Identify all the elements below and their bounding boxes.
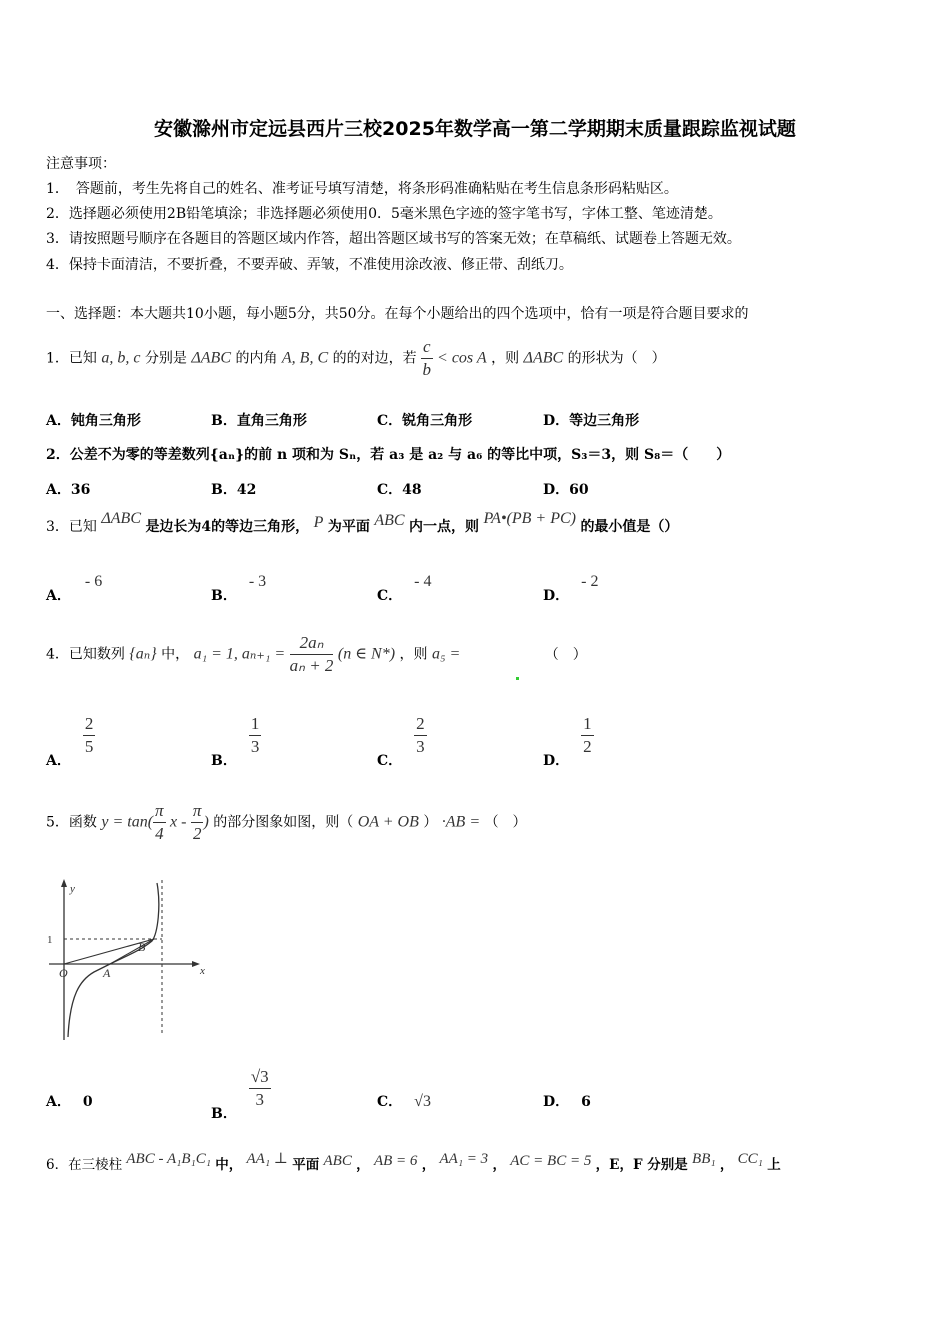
question-3 — [46, 510, 679, 536]
q2-option-b[interactable]: B．42 — [211, 482, 257, 498]
q4-math: a₅ = — [431, 645, 461, 663]
q6-text: ， — [421, 1157, 436, 1173]
B-label: B — [138, 940, 146, 954]
x-label: x — [200, 965, 205, 977]
q4-math: (n ∈ N*) — [337, 645, 396, 663]
q3-option-c[interactable]: C．- 4 — [377, 573, 432, 604]
q6-text: 上 — [767, 1157, 781, 1173]
q6-math: AC = BC = 5 — [510, 1153, 592, 1169]
q3-text: 3．已知 — [46, 519, 97, 535]
q5-math: x - — [170, 813, 187, 831]
q3-text: 的最小值是（） — [580, 519, 679, 535]
q1-text: 1．已知 — [46, 350, 97, 367]
question-6 — [46, 1153, 781, 1174]
q5-option-c[interactable]: C． √3 — [377, 1093, 431, 1110]
q4-text: （ ） — [544, 646, 587, 663]
q1-option-d[interactable]: D．等边三角形 — [543, 413, 640, 429]
q6-math: CC₁ — [737, 1151, 763, 1167]
q6-text: 中， — [215, 1157, 243, 1173]
q3-math: P — [313, 514, 324, 531]
note-item-2: 2．选择题必须使用2B铅笔填涂；非选择题必须使用0．5毫米黑色字迹的签字笔书写，字体工整、笔迹清楚。 — [46, 206, 722, 222]
q4-option-d[interactable]: D． $\frac{1}{2}$ — [543, 714, 592, 769]
q5-fraction: $\frac{\pi}{2}$ — [192, 801, 202, 843]
q4-text: ，则 — [399, 646, 428, 663]
q4-option-c[interactable]: C． $\frac{2}{3}$ — [377, 714, 425, 769]
page-title: 安徽滁州市定远县西片三校2025年数学高一第二学期期末质量跟踪监视试题 — [154, 118, 796, 140]
question-2: 2．公差不为零的等差数列{aₙ}的前 n 项和为 Sₙ，若 a₃ 是 a₂ 与 a₆ 的等比中项，S₃＝3，则 S₈＝（ ） — [46, 447, 731, 463]
q1-fraction: $\frac{c}{b}$ — [422, 337, 432, 379]
q5-math: OA + OB — [357, 813, 419, 831]
q1-math: ΔABC — [523, 349, 564, 367]
q6-text: ， — [356, 1157, 370, 1173]
tangent-curve — [68, 883, 159, 1037]
q6-text: 6．在三棱柱 — [46, 1157, 123, 1173]
tangent-graph — [44, 875, 214, 1045]
x-axis-arrow — [192, 961, 200, 967]
q6-math: AB = 6 — [373, 1153, 418, 1169]
O-label: O — [59, 966, 68, 980]
q3-option-b[interactable]: B．- 3 — [211, 573, 267, 604]
q3-option-a[interactable]: A．- 6 — [46, 573, 103, 604]
q2-option-d[interactable]: D．60 — [543, 482, 589, 498]
q6-text: 平面 — [292, 1157, 320, 1173]
q5-text: （ ） — [484, 814, 527, 831]
q5-text: 的部分图象如图，则（ — [213, 814, 354, 831]
q6-math: AA₁ = 3 — [439, 1151, 489, 1167]
q1-math: A, B, C — [281, 349, 329, 367]
q6-text: ，E，F 分别是 — [595, 1157, 688, 1173]
q1-option-a[interactable]: A．钝角三角形 — [46, 413, 141, 429]
segment-AB — [110, 939, 154, 964]
q4-option-b[interactable]: B． $\frac{1}{3}$ — [211, 714, 260, 769]
q5-option-d[interactable]: D． 6 — [543, 1094, 591, 1110]
q4-math: {aₙ} — [129, 645, 157, 663]
note-item-1: 1． 答题前，考生先将自己的姓名、准考证号填写清楚，将条形码准确粘贴在考生信息条形码粘贴区。 — [46, 181, 678, 197]
question-1 — [46, 336, 666, 381]
q1-text: ，则 — [491, 350, 520, 367]
q1-option-c[interactable]: C．锐角三角形 — [377, 413, 473, 429]
y-label: y — [70, 883, 75, 895]
q5-option-a[interactable]: A． 0 — [46, 1094, 93, 1110]
section-heading: 一、选择题：本大题共10小题，每小题5分，共50分。在每个小题给出的四个选项中，恰有一项是符合题目要求的 — [46, 306, 749, 322]
q6-math: AA₁ ⊥ — [246, 1151, 288, 1167]
q4-text: 中， — [161, 646, 190, 663]
q5-text: 5．函数 — [46, 814, 97, 831]
one-label: 1 — [47, 934, 53, 946]
q2-option-a[interactable]: A．36 — [46, 482, 91, 498]
q1-math: < cos A — [437, 349, 487, 367]
q6-text: ， — [719, 1157, 734, 1173]
q5-fraction: $\frac{\pi}{4}$ — [155, 801, 164, 843]
q6-math: BB₁ — [692, 1151, 716, 1167]
q3-text: 为平面 — [327, 519, 370, 535]
q1-text: 的内角 — [235, 350, 278, 367]
q3-option-d[interactable]: D．- 2 — [543, 573, 599, 604]
q6-text: ， — [492, 1157, 506, 1173]
q5-math: ) — [203, 813, 209, 831]
q5-text: ） — [423, 814, 438, 831]
q5-math: ·AB = — [441, 813, 481, 831]
q3-math: ΔABC — [101, 510, 141, 527]
q4-text: 4．已知数列 — [46, 646, 125, 663]
q5-math: y = tan( — [101, 813, 154, 831]
q1-text: 的形状为（ ） — [567, 350, 666, 367]
q3-text: 是边长为4的等边三角形， — [145, 519, 310, 535]
q1-text: 的的对边，若 — [332, 350, 417, 367]
notes-heading: 注意事项： — [46, 156, 116, 172]
note-item-3: 3．请按照题号顺序在各题目的答题区域内作答，超出答题区域书写的答案无效；在草稿纸、试题卷上答题无效。 — [46, 231, 741, 247]
A-label: A — [103, 966, 111, 980]
q3-text: 内一点，则 — [409, 519, 479, 535]
note-item-4: 4．保持卡面清洁，不要折叠，不要弄破、弄皱，不准使用涂改液、修正带、刮纸刀。 — [46, 257, 573, 273]
q1-math: a, b, c — [101, 349, 141, 367]
q5-option-b[interactable]: B． $\frac{√3}{3}$ — [211, 1067, 269, 1122]
q3-math: ABC — [374, 512, 405, 529]
y-axis-arrow — [61, 879, 67, 887]
q6-math: ABC - A₁B₁C₁ — [126, 1151, 211, 1167]
q4-option-a[interactable]: A． $\frac{2}{5}$ — [46, 714, 94, 769]
question-4 — [46, 632, 587, 677]
question-5 — [46, 800, 527, 845]
stray-mark — [516, 677, 519, 680]
q1-text: 分别是 — [144, 350, 187, 367]
q6-math: ABC — [323, 1153, 352, 1169]
q4-fraction: $\frac{\text{2aₙ}}{\text{aₙ + 2}}$ — [289, 633, 334, 675]
q4-math: a₁ = 1, aₙ₊₁ = — [193, 645, 286, 663]
q1-option-b[interactable]: B．直角三角形 — [211, 413, 307, 429]
q2-option-c[interactable]: C．48 — [377, 482, 422, 498]
q1-math: ΔABC — [191, 349, 231, 367]
q3-math: PA•(PB + PC) — [483, 510, 576, 527]
